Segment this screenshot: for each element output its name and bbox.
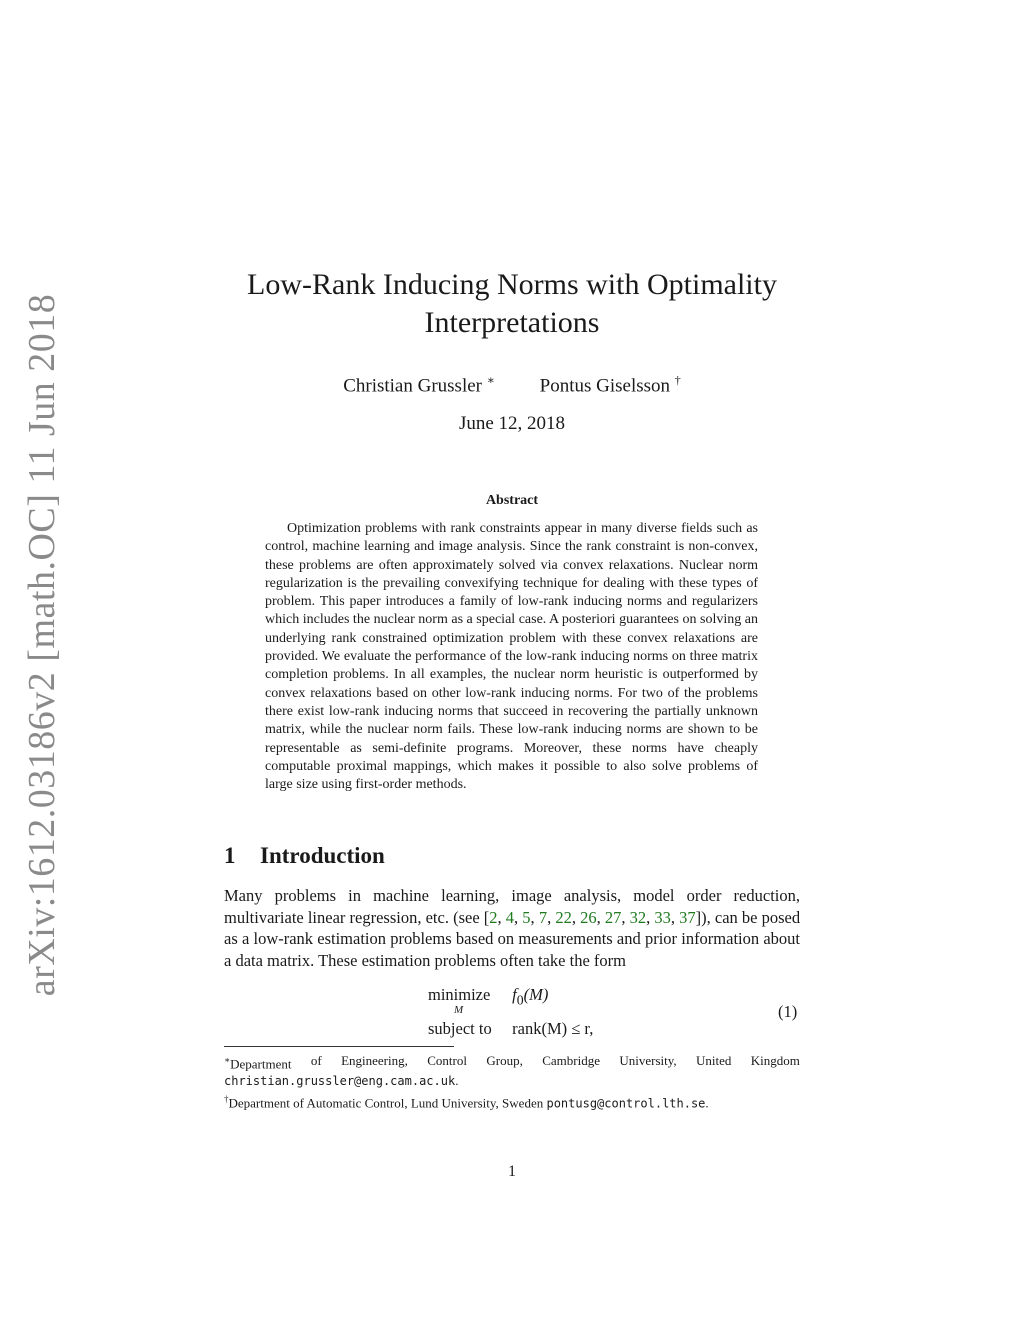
citation-link[interactable]: 2 [489,907,498,927]
author-2: Pontus Giselsson † [539,373,681,397]
abstract-text: Optimization problems with rank constraints appear in many diverse fields such as control, machine learning and image analysis. Since the rank constraint is non-convex, these problems are often approximately solved via convex relaxations. Nuclear norm regularization is the prevailing convexifying technique for dealing with these types of problem. This paper introduces a family of low-rank inducing norms and regularizers which includes the nuclear norm as a special case. A posteriori guarantees on solving an underlying rank constrained optimization problem with these convex relaxations are provided. We evaluate the performance of the low-rank inducing norms on three matrix completion problems. In all examples, the nuclear norm heuristic is outperformed by convex relaxations based on other low-rank inducing norms. For two of the problems there exist low-rank inducing norms that succeed in recovering the partially unknown matrix, while the nuclear norm fails. These low-rank inducing norms are shown to be representable as semi-definite programs. Moreover, these norms have cheaply computable proximal mappings, which makes it possible to also solve problems of large size using first-order methods. [265,521,758,793]
eq-constraint: rank(M) ≤ r, [512,1019,594,1038]
equation-1 [428,985,593,1049]
arxiv-side-stamp [12,0,72,1325]
citation-link[interactable]: 26 [580,907,597,927]
citation-link[interactable]: 37 [679,907,696,927]
eq-minimize-label: minimize [428,985,491,1004]
footnote-2: †Department of Automatic Control, Lund University, Sweden pontusg@control.lth.se. [224,1094,709,1111]
footnote-1-mark: ∗ [224,1055,231,1065]
footnote-1-word: Group, [486,1053,523,1068]
eq-minimize-variable: M [454,1004,464,1016]
eq-subject-to-label: subject to [428,1019,492,1038]
footnote-1-word: ∗Department [224,1055,292,1072]
footnote-1-email-line: christian.grussler@eng.cam.ac.uk. [224,1073,459,1089]
section-title: Introduction [260,843,385,868]
page-number: 1 [508,1163,516,1180]
arxiv-identifier: arXiv:1612.03186v2 [math.OC] 11 Jun 2018 [21,293,63,997]
footnote-1-word: United [696,1053,732,1068]
author-1: Christian Grussler ∗ [343,373,495,397]
citation-link[interactable]: 33 [654,907,671,927]
abstract-heading: Abstract [485,493,539,508]
footnote-2-mark: † [224,1094,229,1105]
footnote-1-word: Cambridge [542,1053,600,1068]
intro-paragraph: Many problems in machine learning, image analysis, model order reduction, multivariate linear regression, etc. (see [2, 4, 5, 7, 22, 26, 27, 32, 33, 37]), can be posed as a low-rank estimation problems based on measurements and prior information about a data matrix. These estimation problems often take the form [224,886,801,970]
footnote-divider [224,1046,454,1047]
citation-link[interactable]: 27 [604,907,622,927]
author-list [220,373,804,397]
citation-link[interactable]: 4 [505,907,515,927]
section-heading [224,843,385,869]
footnote-1-word: Engineering, [341,1053,408,1068]
author-2-mark: † [674,373,681,387]
footnotes [224,1052,800,1113]
citation-link[interactable]: 7 [538,907,548,927]
title-line-1: Low-Rank Inducing Norms with Optimality [247,268,777,301]
footnote-2-text: Department of Automatic Control, Lund University, Sweden [228,1095,544,1111]
citation-link[interactable]: 5 [522,907,531,927]
eq-objective: $f_0(M)$ [512,985,549,1008]
section-number: 1 [224,843,236,868]
footnote-1-word: of [310,1053,322,1068]
footnote-1-word: Control [427,1053,467,1068]
title-line-2: Interpretations [424,306,600,339]
footnote-1-word: Kingdom [750,1053,800,1068]
paper-date: June 12, 2018 [458,413,566,434]
footnote-1-word: University, [619,1053,677,1068]
author-1-mark: ∗ [486,373,495,387]
footnote-1-line [224,1052,800,1072]
footnote-1-email[interactable]: christian.grussler@eng.cam.ac.uk [224,1074,456,1089]
equation-number: (1) [778,1002,798,1021]
citation-link[interactable]: 22 [555,907,572,927]
paper-title [220,266,804,342]
citation-link[interactable]: 32 [629,907,647,927]
footnote-2-email[interactable]: pontusg@control.lth.se [546,1096,706,1111]
